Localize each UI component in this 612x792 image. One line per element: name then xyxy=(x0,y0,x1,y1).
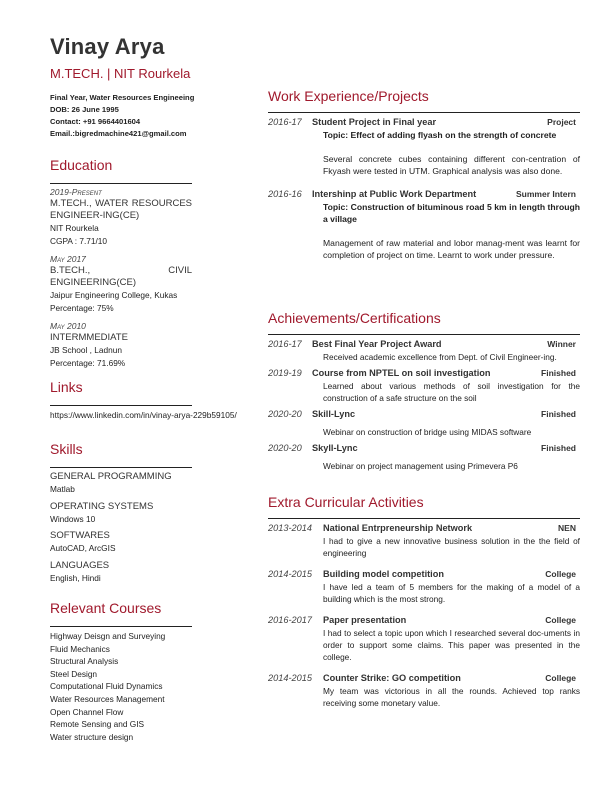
entry-title: Paper presentation xyxy=(323,615,407,625)
course-item: Water structure design xyxy=(50,731,134,742)
entry-title: Building model competition xyxy=(323,569,444,579)
entry-title: Skill-Lync xyxy=(312,409,356,419)
description-paragraph: Topic: Construction of bituminous road 5 km in length through a village xyxy=(323,202,580,224)
links-section xyxy=(50,379,240,422)
entry-description: I had to select a topic upon which I researched several doc-uments in order to support some claims. This paper was presented in the college. xyxy=(323,628,580,662)
contact-info xyxy=(50,92,194,140)
achievement-entry xyxy=(268,367,580,404)
entry-tag: Finished xyxy=(541,409,576,419)
description-paragraph: Topic: Effect of adding flyash on the strength of concrete xyxy=(323,130,557,140)
section-heading: Relevant Courses xyxy=(50,600,162,616)
activity-entry xyxy=(268,672,580,709)
entry-description: Webinar on construction of bridge using MIDAS software xyxy=(323,427,532,437)
divider xyxy=(268,518,580,519)
course-item: Structural Analysis xyxy=(50,656,119,667)
education-date: May 2017 xyxy=(50,254,86,264)
description-paragraph: Management of raw material and lobor manag-ment was learnt for completion of project on time. Learnt to work under pressure. xyxy=(323,238,580,260)
course-item: Computational Fluid Dynamics xyxy=(50,681,163,692)
entry-description xyxy=(323,129,580,177)
education-school: Jaipur Engineering College, Kukas xyxy=(50,290,178,300)
entry-header xyxy=(268,568,580,581)
entry-tag: College xyxy=(545,673,576,683)
candidate-subtitle: M.TECH. | NIT Rourkela xyxy=(50,66,191,81)
section-heading: Links xyxy=(50,379,83,395)
activity-entry xyxy=(268,568,580,605)
skill-group xyxy=(50,471,240,496)
work-entry xyxy=(268,116,580,177)
entry-header xyxy=(268,338,580,351)
divider xyxy=(50,626,192,627)
extra-curricular-section xyxy=(268,494,580,718)
section-heading: Extra Curricular Activities xyxy=(268,494,424,510)
entry-tag: Finished xyxy=(541,443,576,453)
education-score: CGPA : 7.71/10 xyxy=(50,235,108,246)
entry-tag: Winner xyxy=(547,339,576,349)
entry-title: Student Project in Final year xyxy=(312,117,437,127)
entry-description: I have led a team of 5 members for the making of a model of a building which is the most strong. xyxy=(323,582,580,604)
entry-date: 2020-20 xyxy=(268,443,302,453)
divider xyxy=(50,183,192,184)
entry-header xyxy=(268,116,580,129)
entry-description xyxy=(323,201,580,261)
entry-description: Received academic excellence from Dept. of Civil Engineer-ing. xyxy=(323,352,557,362)
entry-date: 2016-17 xyxy=(268,117,302,127)
entry-header xyxy=(268,522,580,535)
entry-tag: Project xyxy=(547,117,576,127)
skill-group xyxy=(50,501,240,526)
achievement-entry xyxy=(268,338,580,363)
candidate-name: Vinay Arya xyxy=(50,34,165,59)
divider xyxy=(268,112,580,113)
course-item: Remote Sensing and GIS xyxy=(50,719,145,730)
activity-entry xyxy=(268,614,580,663)
education-entry xyxy=(50,254,240,314)
entry-tag: College xyxy=(545,615,576,625)
skill-group xyxy=(50,530,240,555)
education-date: 2019-Present xyxy=(50,187,102,197)
entry-header xyxy=(268,672,580,685)
entry-description: I had to give a new innovative business solution in the the field of engineering xyxy=(323,536,580,558)
course-item: Water Resources Management xyxy=(50,693,165,704)
entry-header xyxy=(268,614,580,627)
info-year: Final Year, Water Resources Engineeing xyxy=(50,93,195,102)
skill-value: English, Hindi xyxy=(50,572,101,583)
course-item: Open Channel Flow xyxy=(50,706,124,717)
section-heading: Education xyxy=(50,157,113,173)
entry-date: 2014-2015 xyxy=(268,673,312,683)
education-school: JB School , Ladnun xyxy=(50,345,122,355)
entry-description: Learned about various methods of soil investigation for the construction of a safe structure on the soil xyxy=(323,381,580,403)
entry-header xyxy=(268,188,580,201)
skill-group xyxy=(50,560,240,585)
work-entry xyxy=(268,188,580,261)
entry-description: My team was victorious in all the rounds. Achieved top ranks receiving some monetary value. xyxy=(323,686,580,708)
course-item: Fluid Mechanics xyxy=(50,643,110,654)
entry-tag: College xyxy=(545,569,576,579)
education-degree: M.TECH., WATER RESOURCES ENGINEER-ING(CE) xyxy=(50,198,192,221)
education-degree: INTERMMEDIATE xyxy=(50,332,128,343)
entry-date: 2016-2017 xyxy=(268,615,312,625)
skill-category: LANGUAGES xyxy=(50,559,110,571)
achievements-section xyxy=(268,310,580,476)
entry-date: 2020-20 xyxy=(268,409,302,419)
skill-value: Windows 10 xyxy=(50,513,96,524)
entry-description: Webinar on project management using Primevera P6 xyxy=(323,461,518,471)
entry-header xyxy=(268,442,580,455)
entry-header xyxy=(268,367,580,380)
education-section xyxy=(50,157,240,376)
education-score: Percentage: 75% xyxy=(50,302,114,313)
divider xyxy=(50,405,192,406)
skills-section xyxy=(50,441,240,589)
entry-title: Course from NPTEL on soil investigation xyxy=(312,368,491,378)
entry-header xyxy=(268,408,580,421)
linkedin-link[interactable]: https://www.linkedin.com/in/vinay-arya-229b59105/ xyxy=(50,410,237,420)
entry-title: Skyll-Lync xyxy=(312,443,358,453)
entry-title: National Entrpreneurship Network xyxy=(323,523,473,533)
divider xyxy=(50,467,192,468)
education-score: Percentage: 71.69% xyxy=(50,357,126,368)
entry-title: Best Final Year Project Award xyxy=(312,339,442,349)
info-dob: DOB: 26 June 1995 xyxy=(50,105,119,114)
description-paragraph: Several concrete cubes containing different con-centration of Fkyash were tested in UTM. Graphical analysis was also done. xyxy=(323,154,580,176)
education-entry xyxy=(50,187,240,247)
info-email: Email.:bigredmachine421@gmail.com xyxy=(50,129,187,138)
skill-value: Matlab xyxy=(50,484,75,494)
education-degree: B.TECH., CIVIL ENGINEERING(CE) xyxy=(50,265,192,288)
skill-category: GENERAL PROGRAMMING xyxy=(50,471,172,482)
achievement-entry xyxy=(268,442,580,472)
entry-date: 2013-2014 xyxy=(268,523,312,533)
work-section xyxy=(268,88,580,272)
divider xyxy=(268,334,580,335)
education-date: May 2010 xyxy=(50,321,86,331)
activity-entry xyxy=(268,522,580,559)
education-school: NIT Rourkela xyxy=(50,223,99,233)
skill-value: AutoCAD, ArcGIS xyxy=(50,543,116,553)
section-heading: Skills xyxy=(50,441,83,457)
section-heading: Work Experience/Projects xyxy=(268,88,429,104)
course-item: Steel Design xyxy=(50,668,98,679)
courses-section xyxy=(50,600,240,743)
achievement-entry xyxy=(268,408,580,438)
entry-date: 2016-16 xyxy=(268,189,302,199)
entry-tag: Summer Intern xyxy=(516,189,576,199)
entry-date: 2014-2015 xyxy=(268,569,312,579)
skill-category: SOFTWARES xyxy=(50,530,110,541)
skill-category: OPERATING SYSTEMS xyxy=(50,500,154,512)
info-contact: Contact: +91 9664401604 xyxy=(50,117,141,126)
course-item: Highway Deisgn and Surveying xyxy=(50,631,166,641)
entry-title: Counter Strike: GO competition xyxy=(323,673,461,683)
education-entry xyxy=(50,321,240,369)
entry-tag: NEN xyxy=(558,523,576,533)
entry-date: 2016-17 xyxy=(268,339,302,349)
section-heading: Achievements/Certifications xyxy=(268,310,441,326)
entry-title: Intershinp at Public Work Department xyxy=(312,189,477,199)
entry-tag: Finished xyxy=(541,368,576,378)
entry-date: 2019-19 xyxy=(268,368,302,378)
